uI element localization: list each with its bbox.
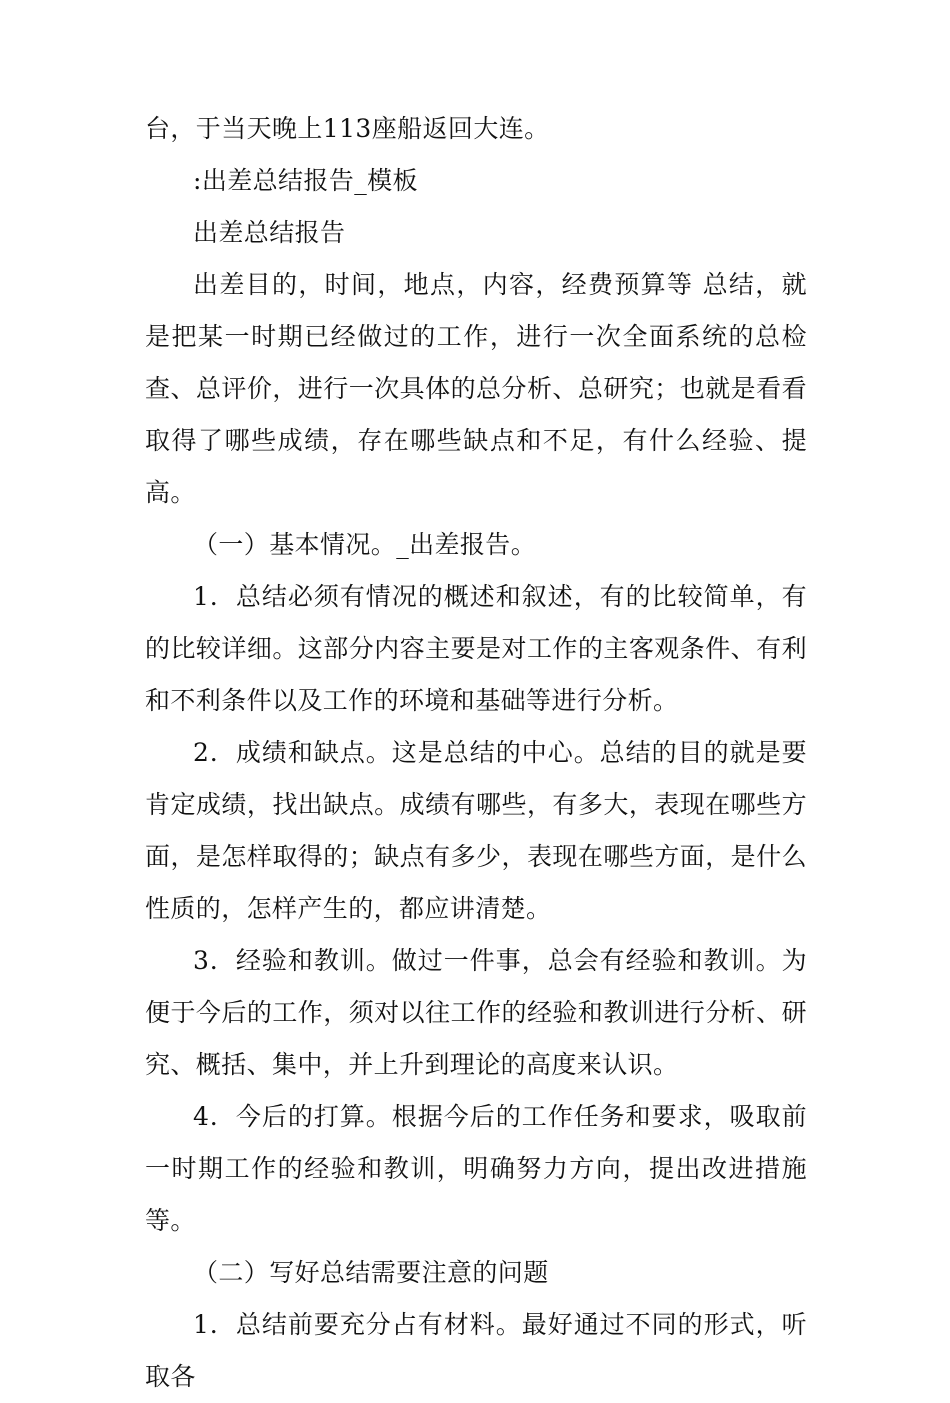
paragraph-6: 1．总结必须有情况的概述和叙述，有的比较简单，有的比较详细。这部分内容主要是对工作的主客观条件、有利和不利条件以及工作的环境和基础等进行分析。 (145, 582, 807, 715)
document-body (145, 103, 807, 1403)
paragraph-4: 出差目的，时间，地点，内容，经费预算等 总结，就是把某一时期已经做过的工作，进行一次全面系统的总检查、总评价，进行一次具体的总分析、总研究；也就是看看取得了哪些成绩，存在哪些缺点和不足，有什么经验、提高。 (145, 270, 807, 507)
paragraph-5: （一）基本情况。_出差报告。 (193, 530, 537, 559)
paragraph-11: 1．总结前要充分占有材料。最好通过不同的形式，听取各 (145, 1310, 807, 1391)
paragraph-10: （二）写好总结需要注意的问题 (193, 1258, 549, 1287)
paragraph-9: 4．今后的打算。根据今后的工作任务和要求，吸取前一时期工作的经验和教训，明确努力方向，提出改进措施等。 (145, 1102, 807, 1235)
paragraph-1: 台，于当天晚上113座船返回大连。 (145, 114, 550, 143)
paragraph-7: 2．成绩和缺点。这是总结的中心。总结的目的就是要肯定成绩，找出缺点。成绩有哪些，有多大，表现在哪些方面，是怎样取得的；缺点有多少，表现在哪些方面，是什么性质的，怎样产生的，都应讲清楚。 (145, 738, 807, 923)
paragraph-2: :出差总结报告_模板 (193, 166, 418, 195)
paragraph-8: 3．经验和教训。做过一件事，总会有经验和教训。为便于今后的工作，须对以往工作的经验和教训进行分析、研究、概括、集中，并上升到理论的高度来认识。 (145, 946, 807, 1079)
paragraph-3: 出差总结报告 (193, 218, 346, 247)
